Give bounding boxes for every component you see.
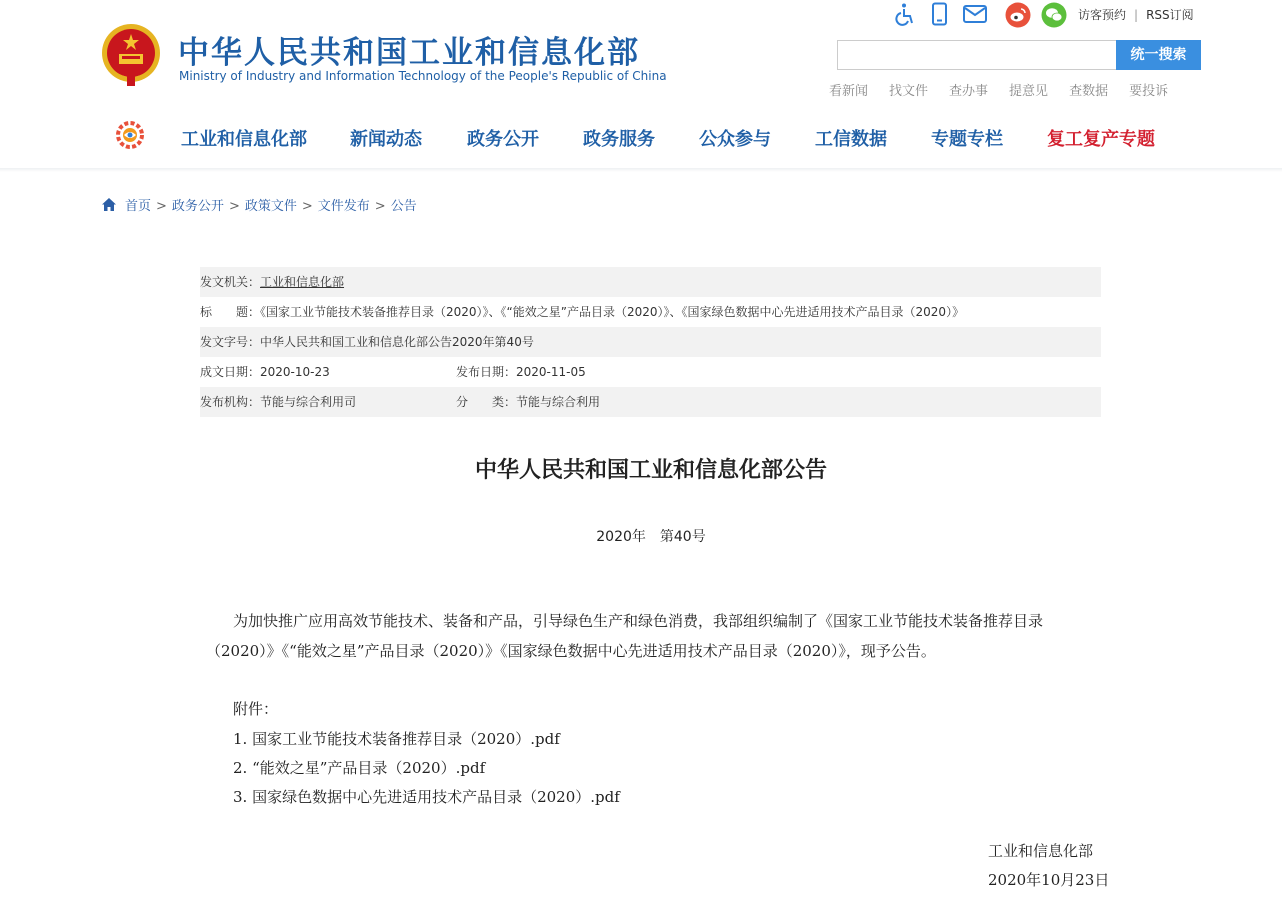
- nav-gov-affairs[interactable]: 政务公开: [467, 129, 539, 150]
- search-input[interactable]: [838, 41, 1117, 69]
- breadcrumb-separator: >: [228, 199, 240, 214]
- category-label: 分 类：: [456, 395, 517, 409]
- nav-miit[interactable]: 工业和信息化部: [181, 129, 307, 150]
- document-meta-table: [200, 267, 1101, 417]
- quick-link-services[interactable]: 查办事: [949, 84, 989, 99]
- meta-row-agency: [200, 387, 1101, 417]
- meta-row-issuer: [200, 267, 1101, 297]
- breadcrumb-separator: >: [301, 199, 313, 214]
- breadcrumb-doc-release[interactable]: 文件发布: [317, 199, 370, 214]
- attachment-link[interactable]: 2. “能效之星”产品目录（2020）.pdf: [233, 759, 486, 777]
- breadcrumb-home[interactable]: 首页: [125, 199, 152, 214]
- visit-appointment-link[interactable]: 访客预约: [1078, 8, 1127, 22]
- miit-logo-icon[interactable]: [115, 120, 145, 150]
- wechat-icon[interactable]: [1041, 2, 1067, 28]
- nav-news[interactable]: 新闻动态: [350, 129, 422, 150]
- attachments-label: 附件：: [233, 700, 279, 718]
- document-number: 2020年 第40号: [596, 529, 706, 545]
- meta-row-number: [200, 327, 1101, 357]
- document-sign-date: 2020年10月23日: [988, 871, 1110, 889]
- breadcrumb-gov-affairs[interactable]: 政务公开: [171, 199, 224, 214]
- number-value: 中华人民共和国工业和信息化部公告2020年第40号: [260, 335, 534, 349]
- breadcrumb-separator: >: [374, 199, 386, 214]
- breadcrumb-announcement[interactable]: 公告: [390, 199, 417, 214]
- home-icon[interactable]: [101, 197, 117, 216]
- created-date-value: 2020-10-23: [260, 365, 330, 379]
- national-emblem-logo[interactable]: [100, 22, 162, 88]
- quick-link-files[interactable]: 找文件: [889, 84, 929, 99]
- top-links: [1078, 6, 1194, 23]
- quick-link-data[interactable]: 查数据: [1069, 84, 1109, 99]
- site-subtitle: Ministry of Industry and Information Technology of the People's Republic of China: [179, 69, 667, 83]
- attachment-link[interactable]: 1. 国家工业节能技术装备推荐目录（2020）.pdf: [233, 730, 560, 748]
- site-title: 中华人民共和国工业和信息化部: [178, 35, 640, 71]
- agency-value: 节能与综合利用司: [260, 395, 357, 409]
- nav-public-participation[interactable]: 公众参与: [699, 129, 771, 150]
- attachment-link[interactable]: 3. 国家绿色数据中心先进适用技术产品目录（2020）.pdf: [233, 788, 620, 806]
- issuer-label: 发文机关：: [200, 275, 261, 289]
- quick-link-feedback[interactable]: 提意见: [1009, 84, 1049, 99]
- nav-data[interactable]: 工信数据: [815, 129, 887, 150]
- meta-row-dates: [200, 357, 1101, 387]
- mail-icon[interactable]: [962, 2, 988, 26]
- breadcrumb-policy-docs[interactable]: 政策文件: [244, 199, 297, 214]
- quick-link-complaint[interactable]: 要投诉: [1129, 84, 1169, 99]
- issuer-value[interactable]: 工业和信息化部: [260, 275, 345, 289]
- breadcrumb-separator: >: [156, 199, 167, 214]
- number-label: 发文字号：: [200, 335, 261, 349]
- top-links-separator: |: [1134, 8, 1139, 22]
- rss-link[interactable]: RSS订阅: [1146, 8, 1194, 22]
- published-date-label: 发布日期：: [456, 365, 517, 379]
- weibo-icon[interactable]: [1005, 2, 1031, 28]
- quick-link-news[interactable]: 看新闻: [829, 84, 869, 99]
- created-date-label: 成文日期：: [200, 365, 261, 379]
- title-label: 标 题：: [200, 305, 261, 319]
- document-body: 为加快推广应用高效节能技术、装备和产品，引导绿色生产和绿色消费，我部组织编制了《国家工业节能技术装备推荐目录（2020）》《“能效之星”产品目录（2020）》《国家绿色数据中心先进适用技术产品目录（2020）》，现予公告。: [206, 612, 1044, 660]
- breadcrumb: [101, 195, 417, 216]
- nav-special-topics[interactable]: 专题专栏: [931, 129, 1003, 150]
- mobile-icon[interactable]: [928, 2, 952, 26]
- title-value: 《国家工业节能技术装备推荐目录（2020）》、《“能效之星”产品目录（2020）》、《国家绿色数据中心先进适用技术产品目录（2020）》: [260, 305, 965, 319]
- search-button[interactable]: 统一搜索: [1116, 40, 1201, 70]
- published-date-value: 2020-11-05: [516, 365, 586, 379]
- document-title: 中华人民共和国工业和信息化部公告: [474, 458, 827, 483]
- document-signature: 工业和信息化部: [988, 842, 1094, 860]
- accessibility-icon[interactable]: [893, 2, 917, 26]
- meta-row-title: [200, 297, 1101, 327]
- nav-gov-services[interactable]: 政务服务: [583, 129, 655, 150]
- agency-label: 发布机构：: [200, 395, 261, 409]
- search-box: [837, 40, 1117, 70]
- nav-resumption-topic[interactable]: 复工复产专题: [1047, 129, 1155, 150]
- nav-divider: [0, 168, 1282, 172]
- category-value: 节能与综合利用: [516, 395, 601, 409]
- quick-links: [829, 80, 1189, 99]
